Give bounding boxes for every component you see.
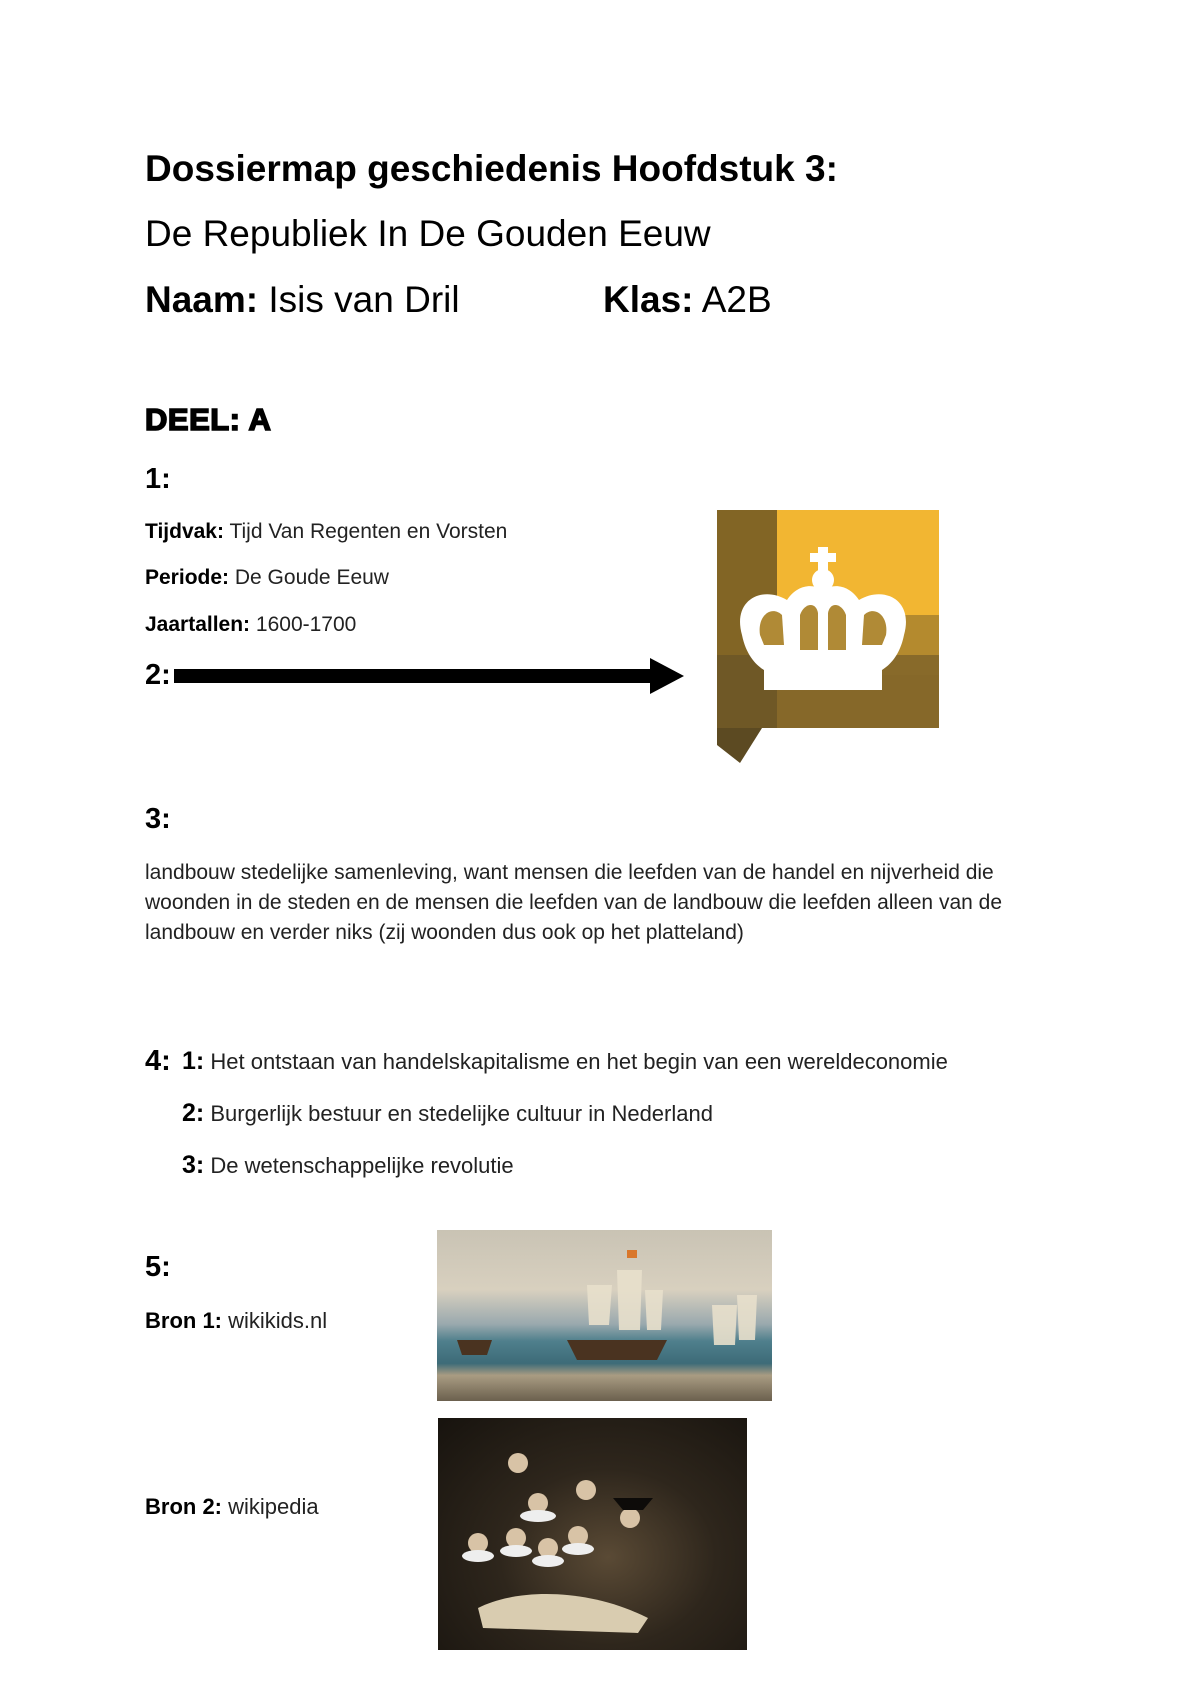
item-text: De wetenschappelijke revolutie: [210, 1153, 514, 1178]
question-3-answer: landbouw stedelijke samenleving, want mensen die leefden van de handel en nijverheid die woonden in de steden en de mensen die leefden van de landbouw die leefden alleen van de landbouw en verder niks (zij woonden dus ook op het platteland): [145, 861, 1003, 944]
source-1-label: Bron 1:: [145, 1308, 222, 1333]
source-1: [145, 1308, 327, 1334]
item-number: 2:: [182, 1099, 205, 1127]
question-1-label: 1:: [145, 463, 171, 495]
item-number: 3:: [182, 1151, 205, 1179]
page-title: Dossiermap geschiedenis Hoofdstuk 3:: [145, 148, 838, 189]
name-label: Naam:: [145, 279, 259, 320]
class-line: [603, 279, 772, 321]
name-value: Isis van Dril: [268, 279, 460, 320]
tijdvak-label: Tijdvak:: [145, 520, 224, 543]
jaartallen-label: Jaartallen:: [145, 613, 251, 636]
anatomy-lesson-painting-image: [438, 1418, 747, 1650]
source-2-value: wikipedia: [228, 1494, 319, 1519]
question-4-label: 4:: [145, 1045, 171, 1077]
arrow-right-icon: [174, 658, 684, 694]
question-5-label: 5:: [145, 1251, 171, 1283]
source-1-value: wikikids.nl: [228, 1308, 328, 1333]
item-number: 1:: [182, 1047, 205, 1075]
periode-line: [145, 566, 389, 590]
tijdvak-value: Tijd Van Regenten en Vorsten: [229, 520, 508, 543]
question-2-label: 2:: [145, 659, 171, 691]
source-2: [145, 1494, 319, 1520]
list-item: [182, 1151, 514, 1180]
list-item: [182, 1099, 713, 1128]
item-text: Het ontstaan van handelskapitalisme en het begin van een wereldeconomie: [210, 1049, 948, 1074]
item-text: Burgerlijk bestuur en stedelijke cultuur in Nederland: [210, 1101, 713, 1126]
periode-value: De Goude Eeuw: [234, 566, 389, 589]
periode-label: Periode:: [145, 566, 230, 589]
jaartallen-line: [145, 613, 356, 637]
class-value: A2B: [701, 279, 772, 320]
jaartallen-value: 1600-1700: [255, 613, 357, 636]
section-heading: DEEL: A: [145, 402, 272, 437]
class-label: Klas:: [603, 279, 694, 320]
name-line: [145, 279, 460, 321]
list-item: [182, 1047, 948, 1076]
crown-logo-image: [712, 505, 944, 765]
tijdvak-line: [145, 520, 507, 544]
subtitle: De Republiek In De Gouden Eeuw: [145, 213, 711, 254]
ships-painting-image: [437, 1230, 772, 1401]
question-3-label: 3:: [145, 803, 171, 835]
source-2-label: Bron 2:: [145, 1494, 222, 1519]
